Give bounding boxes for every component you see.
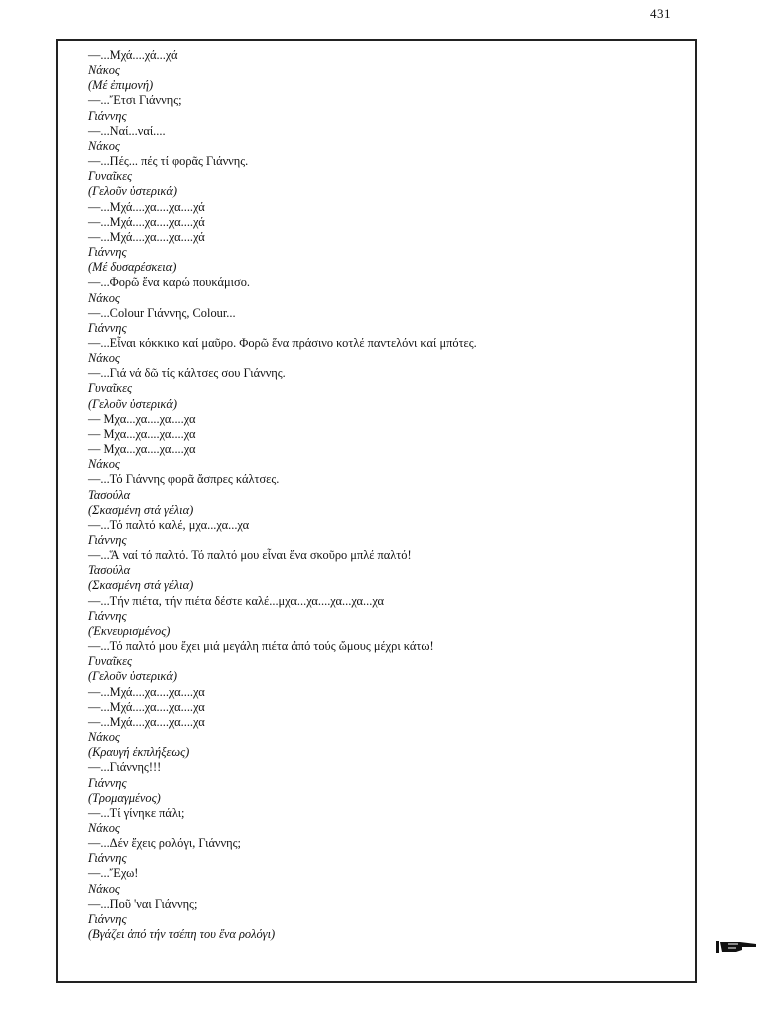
dialogue-line: —...Τί γίνηκε πάλι; [88, 805, 185, 820]
dialogue-line: —...Μχά....χα....χα....χα [88, 699, 205, 714]
dialogue-line: —...Ἔτσι Γιάννης; [88, 93, 182, 108]
speaker-name: Γυναῖκες [88, 381, 133, 396]
speaker-name: Γιάννης [88, 533, 127, 547]
stage-direction: (Μέ ἐπιμονή) [88, 78, 154, 93]
dialogue-line: —...Colour Γιάννης, Colour... [88, 305, 236, 320]
dialogue-line: —...Φορῶ ἕνα καρώ πουκάμισο. [88, 275, 250, 290]
stage-direction: (Γελοῦν ὑστερικά) [88, 396, 177, 411]
dialogue-line: — Μχα...χα....χα....χα [88, 411, 196, 426]
dialogue-line: —...Ποῦ 'ναι Γιάννης; [88, 896, 198, 911]
dialogue-line: —...Μχά....χα....χα....χά [88, 229, 205, 244]
speaker-name: Γυναῖκες [88, 654, 133, 669]
dialogue-line: — Μχα...χα....χα....χα [88, 442, 196, 457]
dialogue-line: —...Μχά....χα....χα....χα [88, 714, 205, 729]
speaker-name: Νάκος [88, 881, 120, 896]
speaker-name: Γιάννης [88, 608, 127, 623]
speaker-name: Νάκος [88, 290, 120, 305]
dialogue-line: —...Μχά....χα....χα....χά [88, 214, 205, 229]
speaker-name: Γιάννης [88, 851, 127, 866]
speaker-name: Νάκος [88, 730, 120, 745]
dialogue-line: —...Εἶναι κόκκικο καί μαῦρο. Φορῶ ἕνα πράσινο κοτλέ παντελόνι καί μπότες. [88, 335, 477, 350]
dialogue-line: —...Ἅ ναί τό παλτό. Τό παλτό μου εἶναι ἕνα σκοῦρο μπλέ παλτό! [88, 548, 412, 563]
dialogue-line: —...Δέν ἔχεις ρολόγι, Γιάννης; [88, 836, 241, 851]
stage-direction: (Βγάζει ἀπό τήν τσέπη του ἕνα ρολόγι) [88, 927, 276, 942]
dialogue-line: —...Τήν πιέτα, τήν πιέτα δέστε καλέ...μχα...χα....χα...χα...χα [88, 593, 385, 608]
page-number: 431 [650, 6, 671, 21]
speaker-name: Τασούλα [88, 487, 131, 502]
speaker-name: Νάκος [88, 351, 120, 366]
speaker-name: Γιάννης [88, 320, 127, 335]
dialogue-line: —...Τό Γιάννης φορᾶ ἄσπρες κάλτσες. [88, 472, 280, 487]
stage-direction: (Τρομαγμένος) [88, 790, 161, 805]
speaker-name: Νάκος [88, 63, 120, 78]
dialogue-line: —...Μχά....χα....χα....χα [88, 684, 205, 699]
dialogue-line: —...Πές... πές τί φορᾶς Γιάννης. [88, 154, 249, 169]
speaker-name: Γιάννης [88, 245, 127, 260]
speaker-name: Νάκος [88, 457, 120, 472]
speaker-name: Γιάννης [88, 108, 127, 123]
dialogue-line: —...Μχά....χα....χα....χά [88, 199, 205, 214]
dialogue-line: — Μχα...χα....χα....χα [88, 426, 196, 441]
stage-direction: (Γελοῦν ὑστερικά) [88, 184, 177, 199]
dialogue-line: —...Ἔχω! [88, 866, 139, 881]
pointing-hand-icon [716, 938, 758, 956]
dialogue-line: —...Τό παλτό μου ἔχει μιά μεγάλη πιέτα ἀπό τούς ὤμους μέχρι κάτω! [88, 639, 434, 654]
dialogue-line: —...Μχά....χά...χά [88, 48, 178, 62]
stage-direction: (Ἐκνευρισμένος) [88, 623, 171, 638]
stage-direction: (Κραυγή ἐκπλήξεως) [88, 745, 190, 760]
dialogue-line: —...Τό παλτό καλέ, μχα...χα...χα [88, 517, 250, 532]
speaker-name: Νάκος [88, 138, 120, 153]
speaker-name: Γιάννης [88, 775, 127, 790]
speaker-name: Γιάννης [88, 911, 127, 926]
stage-direction: (Μέ δυσαρέσκεια) [88, 260, 177, 275]
speaker-name: Νάκος [88, 820, 120, 835]
stage-direction: (Σκασμένη στά γέλια) [88, 578, 194, 593]
speaker-name: Τασούλα [88, 563, 131, 578]
dialogue-line: —...Γιάννης!!! [88, 760, 162, 775]
stage-direction: (Γελοῦν ὑστερικά) [88, 669, 177, 684]
dialogue-text-block [88, 48, 688, 942]
stage-direction: (Σκασμένη στά γέλια) [88, 502, 194, 517]
dialogue-line: —...Γιά νά δῶ τίς κάλτσες σου Γιάννης. [88, 366, 286, 381]
speaker-name: Γυναῖκες [88, 169, 133, 184]
dialogue-line: —...Ναί...ναί.... [88, 123, 166, 138]
